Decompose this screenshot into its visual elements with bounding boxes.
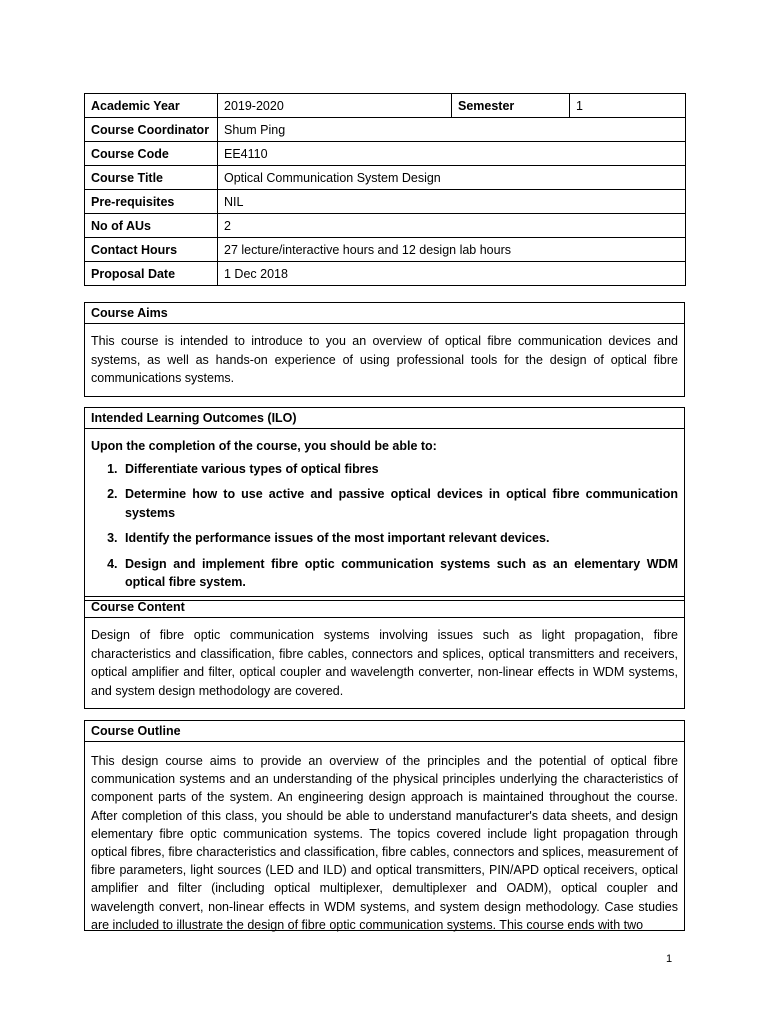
table-row [85,94,686,118]
course-content-section [84,596,685,709]
row-label: Course Title [85,166,218,190]
table-row [85,166,686,190]
row-label: Proposal Date [85,262,218,286]
ilo-section [84,407,685,601]
ilo-heading: Intended Learning Outcomes (ILO) [85,408,684,429]
list-item: 4. Design and implement fibre optic communication systems such as an elementary WDM optical fibre system. [121,555,678,592]
table-row [85,142,686,166]
row-value: 1 Dec 2018 [218,262,686,286]
course-outline-text: This design course aims to provide an overview of the principles and the potential of optical fibre communication systems and an understanding of the physical principles underlying the characteristics of component parts of the system. An engineering design approach is maintained throughout the course. After completion of this class, you should be able to understand manufacturer's data sheets, and design elementary fibre optic communication systems. The topics covered include light propagation through optical fibres, fibre characteristics and classification, fibre cables, connectors and splices, measurement of fibre parameters, light sources (LED and ILD) and optical transmitters, PIN/APD optical receivers, optical amplifier and filter (including optical multiplexer, demultiplexer and OADM), optical coupler and wavelength convert, non-linear effects in WDM systems, and system design methodology. Case studies are included to illustrate the design of fibre optic communication systems. This course ends with two [91,754,678,932]
academic-year-value: 2019-2020 [218,94,452,118]
row-value: EE4110 [218,142,686,166]
row-label: Course Coordinator [85,118,218,142]
table-row [85,238,686,262]
course-aims-section [84,302,685,397]
course-content-text: Design of fibre optic communication systems involving issues such as light propagation, fibre characteristics and classification, fibre cables, connectors and splices, optical transmitters and receivers, optical amplifier and filter, optical coupler and wavelength converter, non-linear effects in WDM systems, and system design methodology are covered. [91,628,678,698]
ilo-intro: Upon the completion of the course, you should be able to: [91,439,437,453]
course-outline-heading: Course Outline [85,721,684,742]
table-row [85,262,686,286]
semester-label: Semester [452,94,570,118]
course-info-table [84,93,685,286]
row-label: Contact Hours [85,238,218,262]
row-label: Pre-requisites [85,190,218,214]
row-value: Shum Ping [218,118,686,142]
table-row [85,190,686,214]
course-aims-heading: Course Aims [85,303,684,324]
table-row [85,214,686,238]
row-value: 27 lecture/interactive hours and 12 design lab hours [218,238,686,262]
row-value: NIL [218,190,686,214]
list-item: 3. Identify the performance issues of the most important relevant devices. [121,529,678,548]
row-value: Optical Communication System Design [218,166,686,190]
academic-year-label: Academic Year [85,94,218,118]
info-table [84,93,686,286]
course-outline-section [84,720,685,931]
course-content-heading: Course Content [85,597,684,618]
row-label: No of AUs [85,214,218,238]
semester-value: 1 [570,94,686,118]
list-item: 2. Determine how to use active and passive optical devices in optical fibre communication systems [121,485,678,522]
table-row [85,118,686,142]
ilo-body [85,429,684,600]
row-label: Course Code [85,142,218,166]
ilo-list [91,460,678,592]
row-value: 2 [218,214,686,238]
course-aims-text: This course is intended to introduce to you an overview of optical fibre communication devices and systems, as well as hands-on experience of using professional tools for the design of optical fibre communications systems. [91,334,678,385]
page-number: 1 [666,953,673,965]
list-item: 1. Differentiate various types of optical fibres [121,460,678,479]
